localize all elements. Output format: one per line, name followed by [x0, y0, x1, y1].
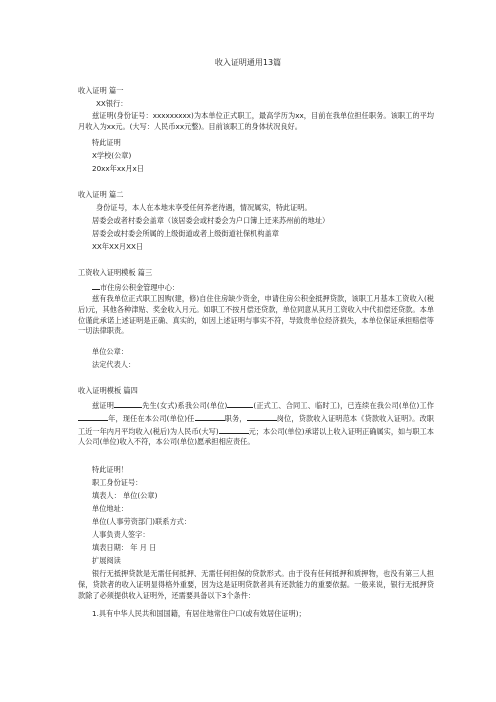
- section4-address: 单位地址：: [92, 504, 128, 513]
- name-blank: [92, 281, 100, 290]
- blank-position: [247, 412, 277, 421]
- document-title: 收入证明通用13篇: [214, 58, 282, 67]
- blank-years: [78, 412, 108, 421]
- section4-heading: 收入证明模板 篇四: [78, 386, 138, 395]
- section4-item1: 1.具有中华人民共和国国籍，有居住地常住户口(或有效居住证明)；: [92, 609, 306, 618]
- section4-fill-date: 填表日期： 年 月 日: [92, 543, 157, 552]
- blank-post: [195, 412, 225, 421]
- section4-filler: 填表人： 单位(公章): [92, 491, 158, 500]
- section2-line3: 居委会或村委会所属的上级街道或者上级街道社保机构盖章: [92, 229, 279, 238]
- p1g: 元；本公司(单位)承诺以上收入证明正确属实，如与职工本人公司(单位)收入不符，本公司(单位)愿承担相应责任。: [78, 426, 434, 447]
- section3-addressee: [92, 281, 179, 294]
- section4-body: [78, 399, 434, 448]
- section4-hr-sign: 人事负责人签字：: [92, 530, 150, 539]
- section2-date: XX年XX月XX日: [92, 242, 144, 251]
- p1a: 兹证明: [92, 401, 115, 410]
- section1-closing: 特此证明: [92, 138, 121, 147]
- section1-addressee: XX银行：: [96, 99, 128, 108]
- section4-contact: 单位(人事劳资部门)联系方式：: [92, 517, 192, 526]
- section4-id-label: 职工身份证号：: [92, 478, 143, 487]
- p1b: 先生(女式)系我公司(单位): [142, 401, 228, 410]
- section4-ext-body: 银行无抵押贷款是无需任何抵押、无需任何担保的贷款形式。由于没有任何抵押和质押物，也没有第三人担保，贷款者的收入证明显得格外重要，因为这是证明贷款者具有还款能力的重要依据。一般来说，银行无抵押贷款除了必须提供收入证明外，还需要具备以下3个条件：: [78, 569, 434, 600]
- section3-seal: 单位公章：: [92, 347, 128, 356]
- blank-name: [114, 399, 142, 408]
- section2-body: 身份证号，本人在本地未享受任何养老待遇，情况属实，特此证明。: [96, 203, 312, 212]
- section3-rep: 法定代表人：: [92, 360, 136, 369]
- section3-addressee-text: 市住房公积金管理中心：: [100, 283, 180, 292]
- section2-line2: 居委会或者村委会盖章（该居委会或村委会为户口簿上迁来苏州前的地址）: [92, 216, 330, 225]
- p1f: 岗位，贷款收入证明范本《贷款收入证明》。改职工近一年内月平均收入(税后)为人民币(大写): [78, 413, 434, 436]
- blank-company: [227, 399, 253, 408]
- section4-extended: 扩展阅读: [92, 556, 121, 565]
- section1-stamp: X学校(公章): [92, 151, 132, 160]
- section2-heading: 收入证明 篇二: [78, 190, 124, 199]
- section1-heading: 收入证明 篇一: [78, 86, 124, 95]
- p1c: (正式工、合同工、临时工)，已连续在我公司(单位)工作: [253, 401, 434, 410]
- section3-heading: 工资收入证明模板 篇三: [78, 268, 153, 277]
- section1-date: 20xx年xx月x日: [92, 164, 144, 173]
- section1-body: 兹证明(身份证号：xxxxxxxxx)为本单位正式职工，最高学历为xx，目前在我单位担任职务。该职工的平均月收入为xx元。(大写：人民币xx元整)。目前该职工的身体状况良好。: [78, 111, 434, 131]
- blank-amount: [219, 425, 249, 434]
- section4-closing: 特此证明！: [92, 465, 128, 474]
- p1d: 年，现任在本公司(单位)任: [108, 413, 195, 423]
- section3-body: 兹有我单位正式职工因购(建，修)自住住房缺少资金，申请住房公积金抵押贷款，该职工月基本工资收入(税后)元，其他各种津贴、奖金收入月元。如职工不按月偿还贷款，单位同意从其月工资收入中代扣偿还贷款。本单位谨此承诺上述证明是正确、真实的，如因上述证明与事实不符，导致贵单位经济损失，本单位保证承担赔偿等一切法律职责。: [78, 294, 434, 336]
- p1e: 职务，: [224, 413, 247, 423]
